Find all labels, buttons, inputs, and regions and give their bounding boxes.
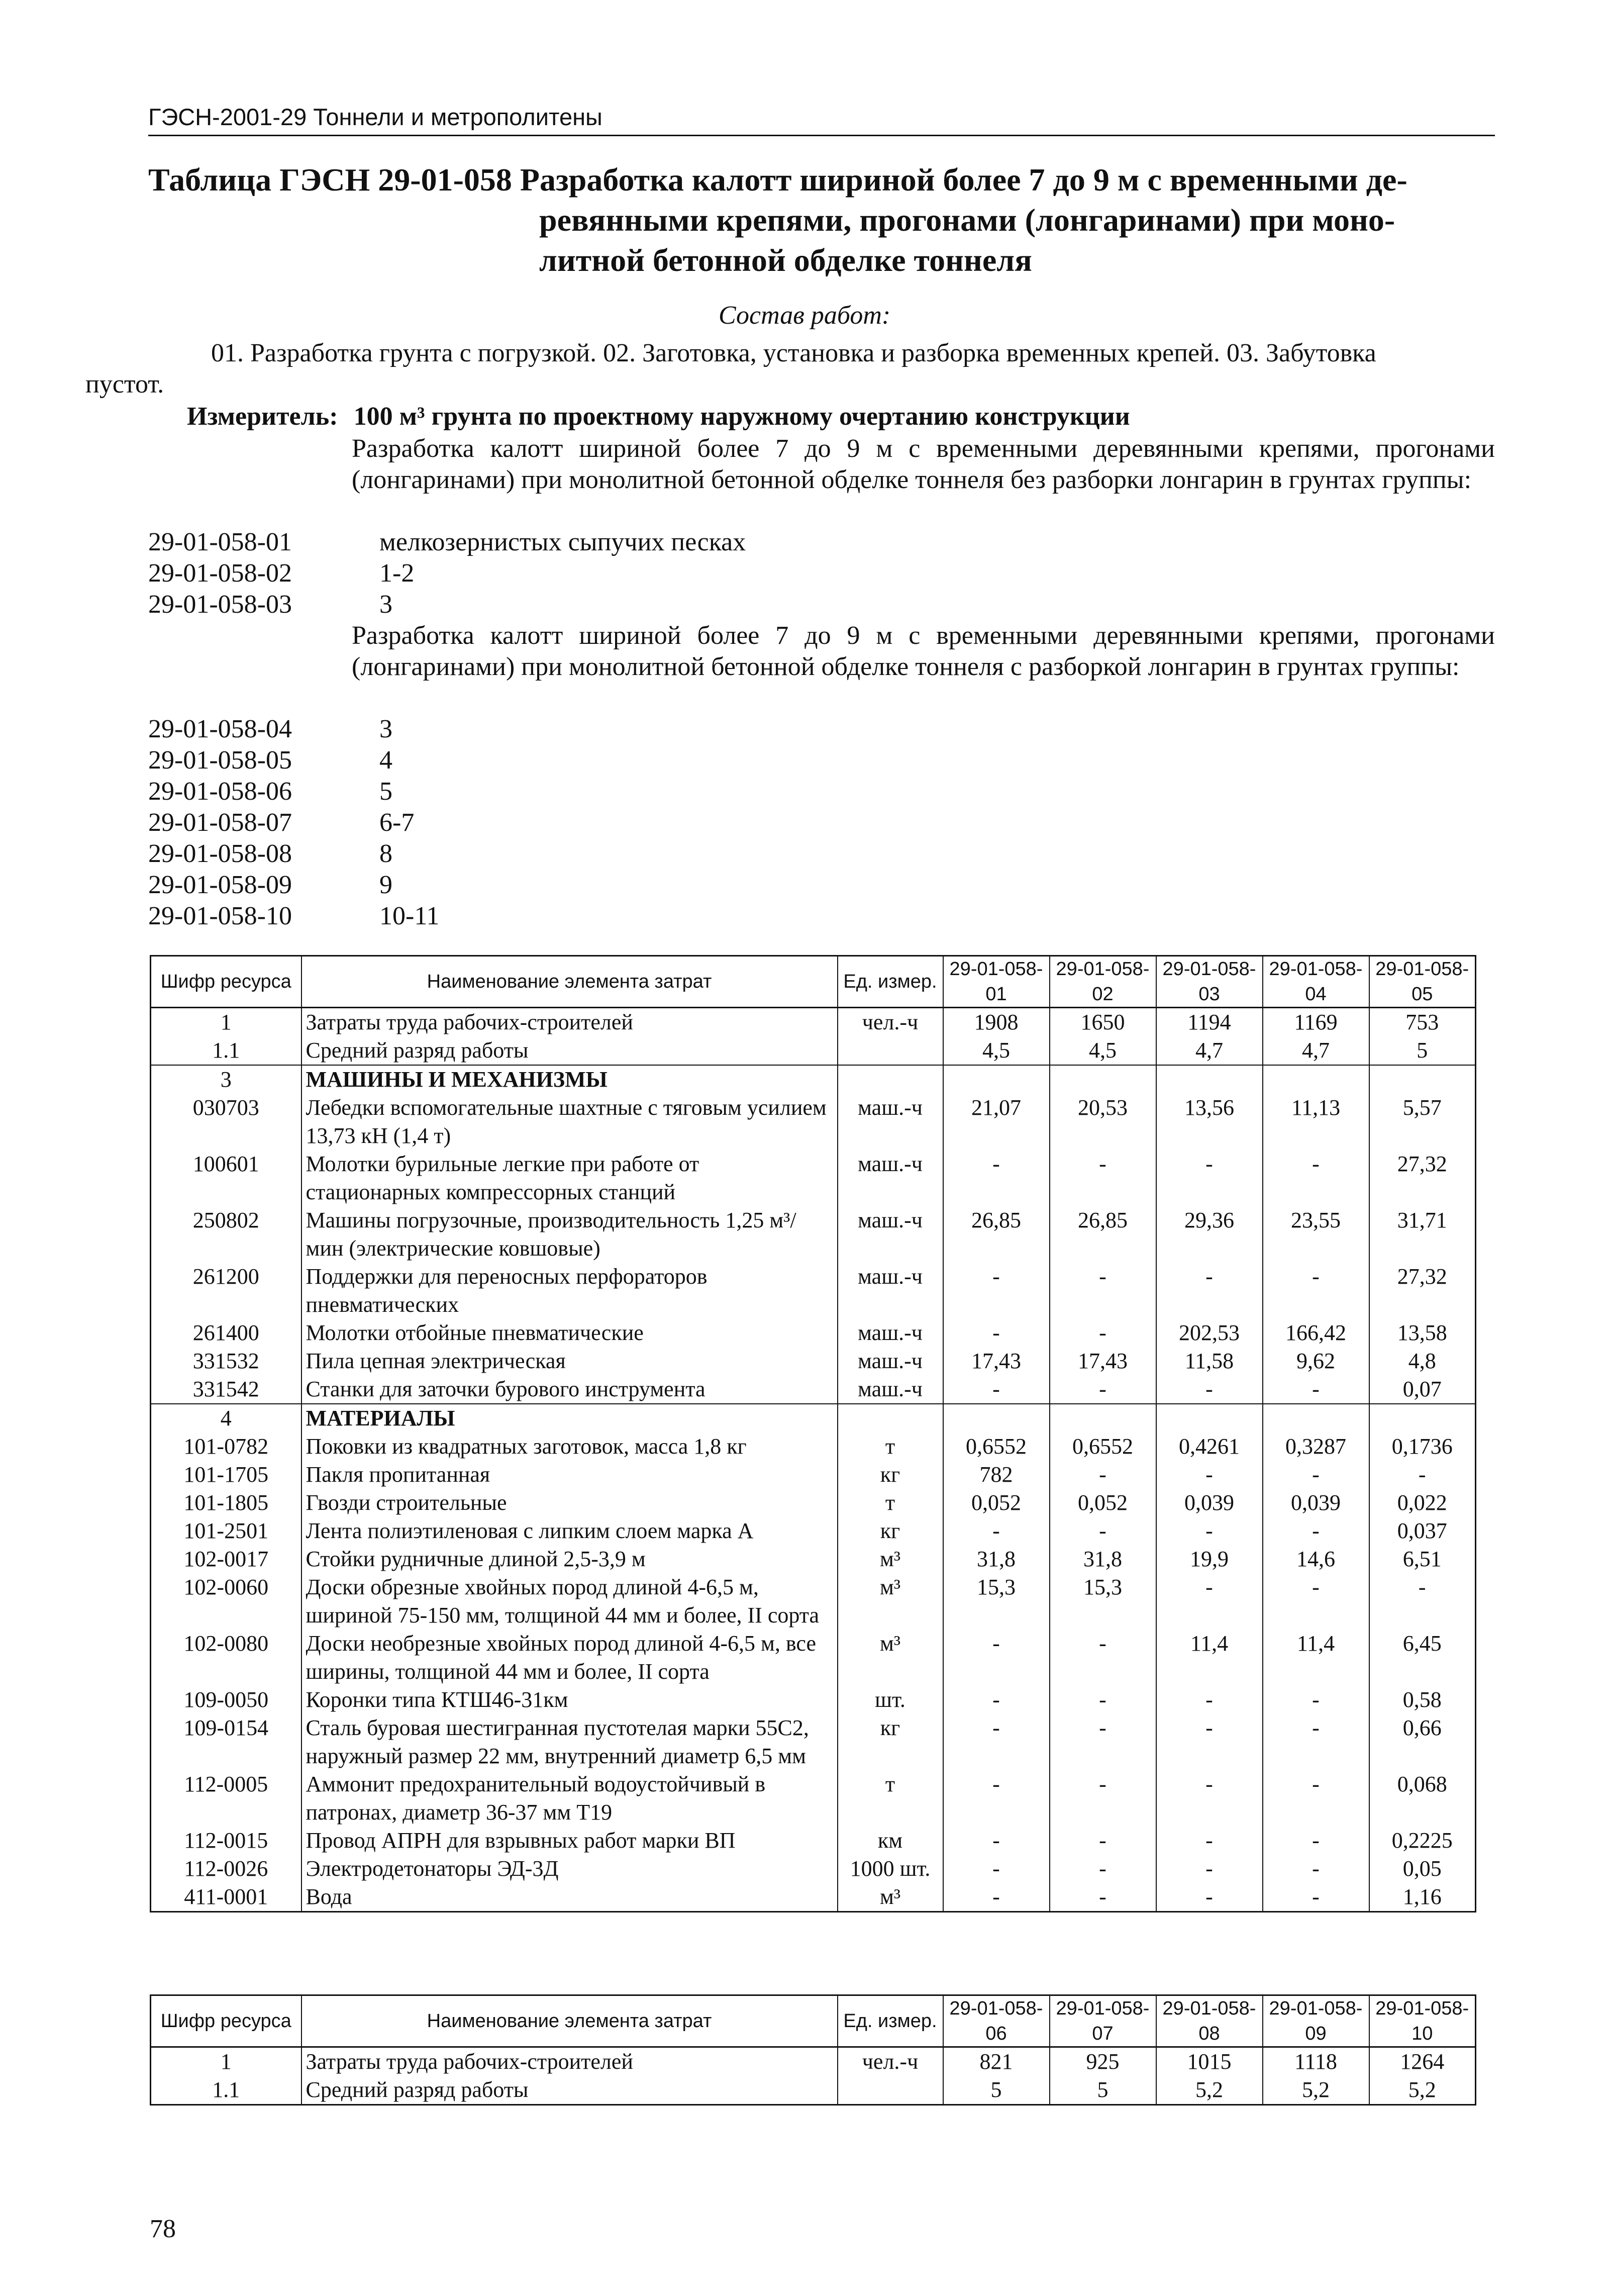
work-composition-text: 01. Разработка грунта с погрузкой. 02. Заготовка, установка и разборка временных крепей. 03. Забутовка пустот. [85, 339, 1376, 399]
col-header-norm: 29-01-058-08 [1156, 1995, 1263, 2047]
norm-value: 0,4261 [1156, 1432, 1263, 1461]
resource-unit: м³ [838, 1883, 943, 1912]
norm-value: - [1156, 1855, 1263, 1883]
norm-value: - [943, 1855, 1050, 1883]
norm-value: 1194 [1156, 1008, 1263, 1037]
norm-value: 821 [943, 2047, 1050, 2076]
norm-value: 11,4 [1156, 1630, 1263, 1686]
norm-value: 0,6552 [943, 1432, 1050, 1461]
table-row [151, 1263, 1476, 1319]
norm-value: - [943, 1263, 1050, 1319]
table-row [151, 1714, 1476, 1770]
norm-value: - [1263, 1461, 1369, 1489]
resource-unit: маш.-ч [838, 1094, 943, 1150]
norm-value: - [1156, 1461, 1263, 1489]
resource-unit: кг [838, 1517, 943, 1545]
norm-value: - [1050, 1517, 1156, 1545]
norm-value: - [1050, 1263, 1156, 1319]
norm-code: 29-01-058-10 [148, 902, 292, 930]
resource-unit [838, 1065, 943, 1094]
norm-value: 4,5 [1050, 1036, 1156, 1065]
resource-name: Средний разряд работы [301, 2076, 838, 2105]
norm-value: 31,8 [1050, 1545, 1156, 1573]
norm-value: 0,58 [1369, 1686, 1476, 1714]
norm-value: 23,55 [1263, 1206, 1369, 1263]
resource-name: Провод АПРН для взрывных работ марки ВП [301, 1827, 838, 1855]
resource-unit: маш.-ч [838, 1206, 943, 1263]
resource-unit: т [838, 1489, 943, 1517]
norm-value: 11,4 [1263, 1630, 1369, 1686]
norm-value: - [1263, 1517, 1369, 1545]
resource-code: 102-0017 [151, 1545, 301, 1573]
resource-name: Станки для заточки бурового инструмента [301, 1375, 838, 1404]
norm-value [1263, 1404, 1369, 1432]
table-row [151, 1347, 1476, 1375]
norm-description: 3 [379, 715, 392, 743]
norm-value: - [943, 1630, 1050, 1686]
col-header-norm: 29-01-058-02 [1050, 956, 1156, 1008]
norm-value: 0,039 [1263, 1489, 1369, 1517]
norm-value: 4,7 [1263, 1036, 1369, 1065]
norm-value: 1650 [1050, 1008, 1156, 1037]
resource-unit: маш.-ч [838, 1319, 943, 1347]
resource-code: 1 [151, 2047, 301, 2076]
norm-value: - [1263, 1573, 1369, 1630]
norm-value: - [1050, 1883, 1156, 1912]
resource-code: 250802 [151, 1206, 301, 1263]
resource-code: 4 [151, 1404, 301, 1432]
resource-code: 030703 [151, 1094, 301, 1150]
resource-code: 3 [151, 1065, 301, 1094]
norm-value: 5 [1369, 1036, 1476, 1065]
norm-value: - [943, 1714, 1050, 1770]
norm-value: 6,45 [1369, 1630, 1476, 1686]
resource-code: 101-1805 [151, 1489, 301, 1517]
norm-value: - [1050, 1375, 1156, 1404]
table-row [151, 1036, 1476, 1065]
table-row [151, 1375, 1476, 1404]
norm-value: 27,32 [1369, 1150, 1476, 1206]
resource-unit: м³ [838, 1573, 943, 1630]
norm-value: - [1156, 1517, 1263, 1545]
resource-code: 411-0001 [151, 1883, 301, 1912]
norm-value: 15,3 [943, 1573, 1050, 1630]
norm-value: - [1050, 1770, 1156, 1827]
norm-value [1156, 1404, 1263, 1432]
resource-unit: чел.-ч [838, 2047, 943, 2076]
col-header-norm: 29-01-058-06 [943, 1995, 1050, 2047]
norm-value: 26,85 [943, 1206, 1050, 1263]
resource-unit: маш.-ч [838, 1263, 943, 1319]
norm-value: - [943, 1686, 1050, 1714]
col-header-code: Шифр ресурса [151, 956, 301, 1008]
table-row [151, 1545, 1476, 1573]
norm-description: 4 [379, 746, 392, 775]
norm-value: 5,2 [1263, 2076, 1369, 2105]
resource-name: МАШИНЫ И МЕХАНИЗМЫ [301, 1065, 838, 1094]
norm-value: - [1369, 1461, 1476, 1489]
norm-value: 0,05 [1369, 1855, 1476, 1883]
norm-code: 29-01-058-07 [148, 808, 292, 837]
resource-code: 1.1 [151, 2076, 301, 2105]
norm-value: - [1156, 1263, 1263, 1319]
table-row [151, 1855, 1476, 1883]
col-header-code: Шифр ресурса [151, 1995, 301, 2047]
table-row [151, 1150, 1476, 1206]
col-header-unit: Ед. измер. [838, 956, 943, 1008]
col-header-unit: Ед. измер. [838, 1995, 943, 2047]
norm-description: 10-11 [379, 902, 440, 930]
table-row [151, 1008, 1476, 1037]
table-row [151, 1319, 1476, 1347]
norm-value [1050, 1404, 1156, 1432]
resource-unit: м³ [838, 1545, 943, 1573]
col-header-norm: 29-01-058-04 [1263, 956, 1369, 1008]
resource-unit: шт. [838, 1686, 943, 1714]
norm-description: 9 [379, 871, 392, 899]
norm-value: - [1156, 1770, 1263, 1827]
section-row [151, 1065, 1476, 1094]
resource-code: 101-1705 [151, 1461, 301, 1489]
norm-value: - [1156, 1883, 1263, 1912]
norm-value: 0,2225 [1369, 1827, 1476, 1855]
resource-name: Сталь буровая шестигранная пустотелая марки 55С2, наружный размер 22 мм, внутренний диаметр 6,5 мм [301, 1714, 838, 1770]
norm-value: - [943, 1319, 1050, 1347]
norm-value: - [1050, 1630, 1156, 1686]
resource-name: Затраты труда рабочих-строителей [301, 1008, 838, 1037]
norm-value: 4,5 [943, 1036, 1050, 1065]
norm-value: - [1263, 1375, 1369, 1404]
norm-value: 4,7 [1156, 1036, 1263, 1065]
norm-value: - [943, 1770, 1050, 1827]
norm-value: 5,57 [1369, 1094, 1476, 1150]
norm-value: 1908 [943, 1008, 1050, 1037]
norm-value [1369, 1065, 1476, 1094]
resource-name: Молотки бурильные легкие при работе от стационарных компрессорных станций [301, 1150, 838, 1206]
resource-code: 112-0005 [151, 1770, 301, 1827]
resource-code: 1 [151, 1008, 301, 1037]
section-row [151, 1404, 1476, 1432]
resource-name: Затраты труда рабочих-строителей [301, 2047, 838, 2076]
resource-code: 261200 [151, 1263, 301, 1319]
norm-value: 17,43 [1050, 1347, 1156, 1375]
norm-value: 1169 [1263, 1008, 1369, 1037]
norm-value: 4,8 [1369, 1347, 1476, 1375]
col-header-norm: 29-01-058-01 [943, 956, 1050, 1008]
norm-value: 13,56 [1156, 1094, 1263, 1150]
measure-line [187, 401, 1534, 432]
resource-name: Лента полиэтиленовая с липким слоем марка А [301, 1517, 838, 1545]
norm-value: 26,85 [1050, 1206, 1156, 1263]
resource-code: 109-0050 [151, 1686, 301, 1714]
resource-code: 102-0060 [151, 1573, 301, 1630]
table-row [151, 1686, 1476, 1714]
norm-value: - [1050, 1855, 1156, 1883]
norm-value: 31,71 [1369, 1206, 1476, 1263]
norm-value: 0,66 [1369, 1714, 1476, 1770]
resource-unit: маш.-ч [838, 1347, 943, 1375]
norm-code: 29-01-058-09 [148, 871, 292, 899]
norm-value: - [1050, 1319, 1156, 1347]
norm-value: 0,037 [1369, 1517, 1476, 1545]
norm-description: 8 [379, 839, 392, 868]
norm-value: - [943, 1150, 1050, 1206]
norm-value [1050, 1065, 1156, 1094]
norm-value: - [1263, 1827, 1369, 1855]
norm-value [943, 1065, 1050, 1094]
norm-value: 11,13 [1263, 1094, 1369, 1150]
norm-value: - [1263, 1263, 1369, 1319]
col-header-norm: 29-01-058-09 [1263, 1995, 1369, 2047]
norm-value: - [1156, 1150, 1263, 1206]
norm-value: 14,6 [1263, 1545, 1369, 1573]
col-header-norm: 29-01-058-03 [1156, 956, 1263, 1008]
norm-code: 29-01-058-02 [148, 559, 292, 588]
resource-name: Электродетонаторы ЭД-3Д [301, 1855, 838, 1883]
norm-value: - [1263, 1150, 1369, 1206]
table-row [151, 1517, 1476, 1545]
col-header-name: Наименование элемента затрат [301, 1995, 838, 2047]
resource-code: 101-2501 [151, 1517, 301, 1545]
norm-value: - [1263, 1686, 1369, 1714]
resource-unit: м³ [838, 1630, 943, 1686]
measure-label: Измеритель: [187, 402, 338, 431]
resource-name: Молотки отбойные пневматические [301, 1319, 838, 1347]
norm-value: 925 [1050, 2047, 1156, 2076]
norm-description: 5 [379, 777, 392, 806]
norm-value: - [1050, 1461, 1156, 1489]
resource-unit: маш.-ч [838, 1150, 943, 1206]
norm-value [1156, 1065, 1263, 1094]
resource-name: Пакля пропитанная [301, 1461, 838, 1489]
norm-value: 29,36 [1156, 1206, 1263, 1263]
norm-value: 9,62 [1263, 1347, 1369, 1375]
resource-code: 102-0080 [151, 1630, 301, 1686]
table-row [151, 1630, 1476, 1686]
resource-code: 261400 [151, 1319, 301, 1347]
norm-code: 29-01-058-03 [148, 590, 292, 619]
resource-code: 1.1 [151, 1036, 301, 1065]
norm-value: - [1050, 1686, 1156, 1714]
norm-description: 3 [379, 590, 392, 619]
norm-value: 27,32 [1369, 1263, 1476, 1319]
norm-value [1263, 1065, 1369, 1094]
norm-value: 1264 [1369, 2047, 1476, 2076]
title-line-2: ревянными крепями, прогонами (лонгаринами) при моно- [539, 202, 1395, 238]
resource-unit [838, 2076, 943, 2105]
table-row [151, 1461, 1476, 1489]
resource-name: Доски необрезные хвойных пород длиной 4-6,5 м, все ширины, толщиной 44 мм и более, II сорта [301, 1630, 838, 1686]
resource-unit: маш.-ч [838, 1375, 943, 1404]
resource-unit: 1000 шт. [838, 1855, 943, 1883]
norm-value: - [1156, 1375, 1263, 1404]
group2-description: Разработка калотт шириной более 7 до 9 м с временными деревянными крепями, прогонами (лонгаринами) при монолитной бетонной обделке тоннеля с разборкой лонгарин в грунтах группы: [352, 621, 1495, 681]
norm-value: 0,1736 [1369, 1432, 1476, 1461]
resource-unit: т [838, 1770, 943, 1827]
norm-value: 5,2 [1369, 2076, 1476, 2105]
resource-unit: кг [838, 1714, 943, 1770]
table-row [151, 1883, 1476, 1912]
norm-value: 5,2 [1156, 2076, 1263, 2105]
norm-value: 1,16 [1369, 1883, 1476, 1912]
norm-value: 0,07 [1369, 1375, 1476, 1404]
col-header-norm: 29-01-058-07 [1050, 1995, 1156, 2047]
resource-name: Вода [301, 1883, 838, 1912]
norm-value: - [1156, 1827, 1263, 1855]
resource-code: 112-0015 [151, 1827, 301, 1855]
norm-value: - [1156, 1573, 1263, 1630]
norm-value: 782 [943, 1461, 1050, 1489]
resource-code: 100601 [151, 1150, 301, 1206]
table-row [151, 2047, 1476, 2076]
page-number: 78 [150, 2215, 176, 2243]
resource-code: 109-0154 [151, 1714, 301, 1770]
resource-name: Средний разряд работы [301, 1036, 838, 1065]
norm-value: 31,8 [943, 1545, 1050, 1573]
resource-name: Машины погрузочные, производительность 1,25 м³/мин (электрические ковшовые) [301, 1206, 838, 1263]
norm-code: 29-01-058-01 [148, 528, 292, 556]
norm-value: 0,068 [1369, 1770, 1476, 1827]
norm-value: - [1050, 1827, 1156, 1855]
table-row [151, 2076, 1476, 2105]
table-row [151, 1432, 1476, 1461]
norm-value: 0,052 [943, 1489, 1050, 1517]
norm-value: - [1263, 1714, 1369, 1770]
norm-value: 0,022 [1369, 1489, 1476, 1517]
norm-value: 20,53 [1050, 1094, 1156, 1150]
norm-value: 21,07 [943, 1094, 1050, 1150]
resources-table-1 [150, 955, 1476, 1912]
resource-name: МАТЕРИАЛЫ [301, 1404, 838, 1432]
resource-unit [838, 1404, 943, 1432]
norm-value: - [1050, 1150, 1156, 1206]
table-row [151, 1827, 1476, 1855]
norm-description: 6-7 [379, 808, 415, 837]
group1-description: Разработка калотт шириной более 7 до 9 м с временными деревянными крепями, прогонами (лонгаринами) при монолитной бетонной обделке тоннеля без разборки лонгарин в грунтах группы: [352, 434, 1495, 494]
norm-value: - [1263, 1855, 1369, 1883]
table-row [151, 1489, 1476, 1517]
norm-value [943, 1404, 1050, 1432]
norm-code: 29-01-058-04 [148, 715, 292, 743]
norm-value: - [1156, 1686, 1263, 1714]
resource-name: Пила цепная электрическая [301, 1347, 838, 1375]
resource-name: Аммонит предохранительный водоустойчивый в патронах, диаметр 36-37 мм Т19 [301, 1770, 838, 1827]
resource-unit: т [838, 1432, 943, 1461]
table-row [151, 1573, 1476, 1630]
resources-table-2 [150, 1994, 1476, 2106]
title-line-1: Таблица ГЭСН 29-01-058 Разработка калотт шириной более 7 до 9 м с временными де- [148, 162, 1407, 198]
norm-value: 0,6552 [1050, 1432, 1156, 1461]
norm-value: - [1263, 1883, 1369, 1912]
measure-text: 100 м³ грунта по проектному наружному очертанию конструкции [353, 402, 1130, 431]
norm-value: - [1369, 1573, 1476, 1630]
resource-unit: чел.-ч [838, 1008, 943, 1037]
table-row [151, 1094, 1476, 1150]
norm-value: - [943, 1375, 1050, 1404]
norm-value: - [1263, 1770, 1369, 1827]
resource-code: 101-0782 [151, 1432, 301, 1461]
resource-name: Поддержки для переносных перфораторов пневматических [301, 1263, 838, 1319]
resource-name: Поковки из квадратных заготовок, масса 1,8 кг [301, 1432, 838, 1461]
norm-value: - [943, 1883, 1050, 1912]
resource-code: 331532 [151, 1347, 301, 1375]
resource-unit: км [838, 1827, 943, 1855]
norm-value: 166,42 [1263, 1319, 1369, 1347]
title-line-3: литной бетонной обделке тоннеля [539, 242, 1032, 278]
resource-name: Лебедки вспомогательные шахтные с тяговым усилием 13,73 кН (1,4 т) [301, 1094, 838, 1150]
table-row [151, 1206, 1476, 1263]
running-head: ГЭСН-2001-29 Тоннели и метрополитены [148, 103, 1495, 136]
table-row [151, 1770, 1476, 1827]
norm-value: 202,53 [1156, 1319, 1263, 1347]
norm-value: - [1156, 1714, 1263, 1770]
resource-unit [838, 1036, 943, 1065]
resource-name: Гвозди строительные [301, 1489, 838, 1517]
norm-value: - [943, 1517, 1050, 1545]
norm-description: 1-2 [379, 559, 415, 588]
norm-value: 17,43 [943, 1347, 1050, 1375]
norm-description: мелкозернистых сыпучих песках [379, 528, 746, 556]
work-composition-label: Состав работ: [719, 301, 891, 330]
norm-value: 0,039 [1156, 1489, 1263, 1517]
norm-value: - [943, 1827, 1050, 1855]
resource-name: Стойки рудничные длиной 2,5-3,9 м [301, 1545, 838, 1573]
norm-value: 13,58 [1369, 1319, 1476, 1347]
norm-value: 753 [1369, 1008, 1476, 1037]
resource-code: 112-0026 [151, 1855, 301, 1883]
norm-value: 5 [943, 2076, 1050, 2105]
norm-code: 29-01-058-08 [148, 839, 292, 868]
table-title [148, 160, 1495, 280]
norm-value: 5 [1050, 2076, 1156, 2105]
norm-value: 15,3 [1050, 1573, 1156, 1630]
norm-value: 0,3287 [1263, 1432, 1369, 1461]
norm-value [1369, 1404, 1476, 1432]
norm-value: 6,51 [1369, 1545, 1476, 1573]
norm-value: 11,58 [1156, 1347, 1263, 1375]
norm-value: 19,9 [1156, 1545, 1263, 1573]
norm-code: 29-01-058-05 [148, 746, 292, 775]
norm-value: 1015 [1156, 2047, 1263, 2076]
col-header-norm: 29-01-058-05 [1369, 956, 1476, 1008]
norm-value: 0,052 [1050, 1489, 1156, 1517]
resource-name: Коронки типа КТШ46-31км [301, 1686, 838, 1714]
norm-code: 29-01-058-06 [148, 777, 292, 806]
norm-value: - [1050, 1714, 1156, 1770]
col-header-norm: 29-01-058-10 [1369, 1995, 1476, 2047]
col-header-name: Наименование элемента затрат [301, 956, 838, 1008]
norm-value: 1118 [1263, 2047, 1369, 2076]
resource-unit: кг [838, 1461, 943, 1489]
resource-name: Доски обрезные хвойных пород длиной 4-6,5 м, шириной 75-150 мм, толщиной 44 мм и более, II сорта [301, 1573, 838, 1630]
resource-code: 331542 [151, 1375, 301, 1404]
